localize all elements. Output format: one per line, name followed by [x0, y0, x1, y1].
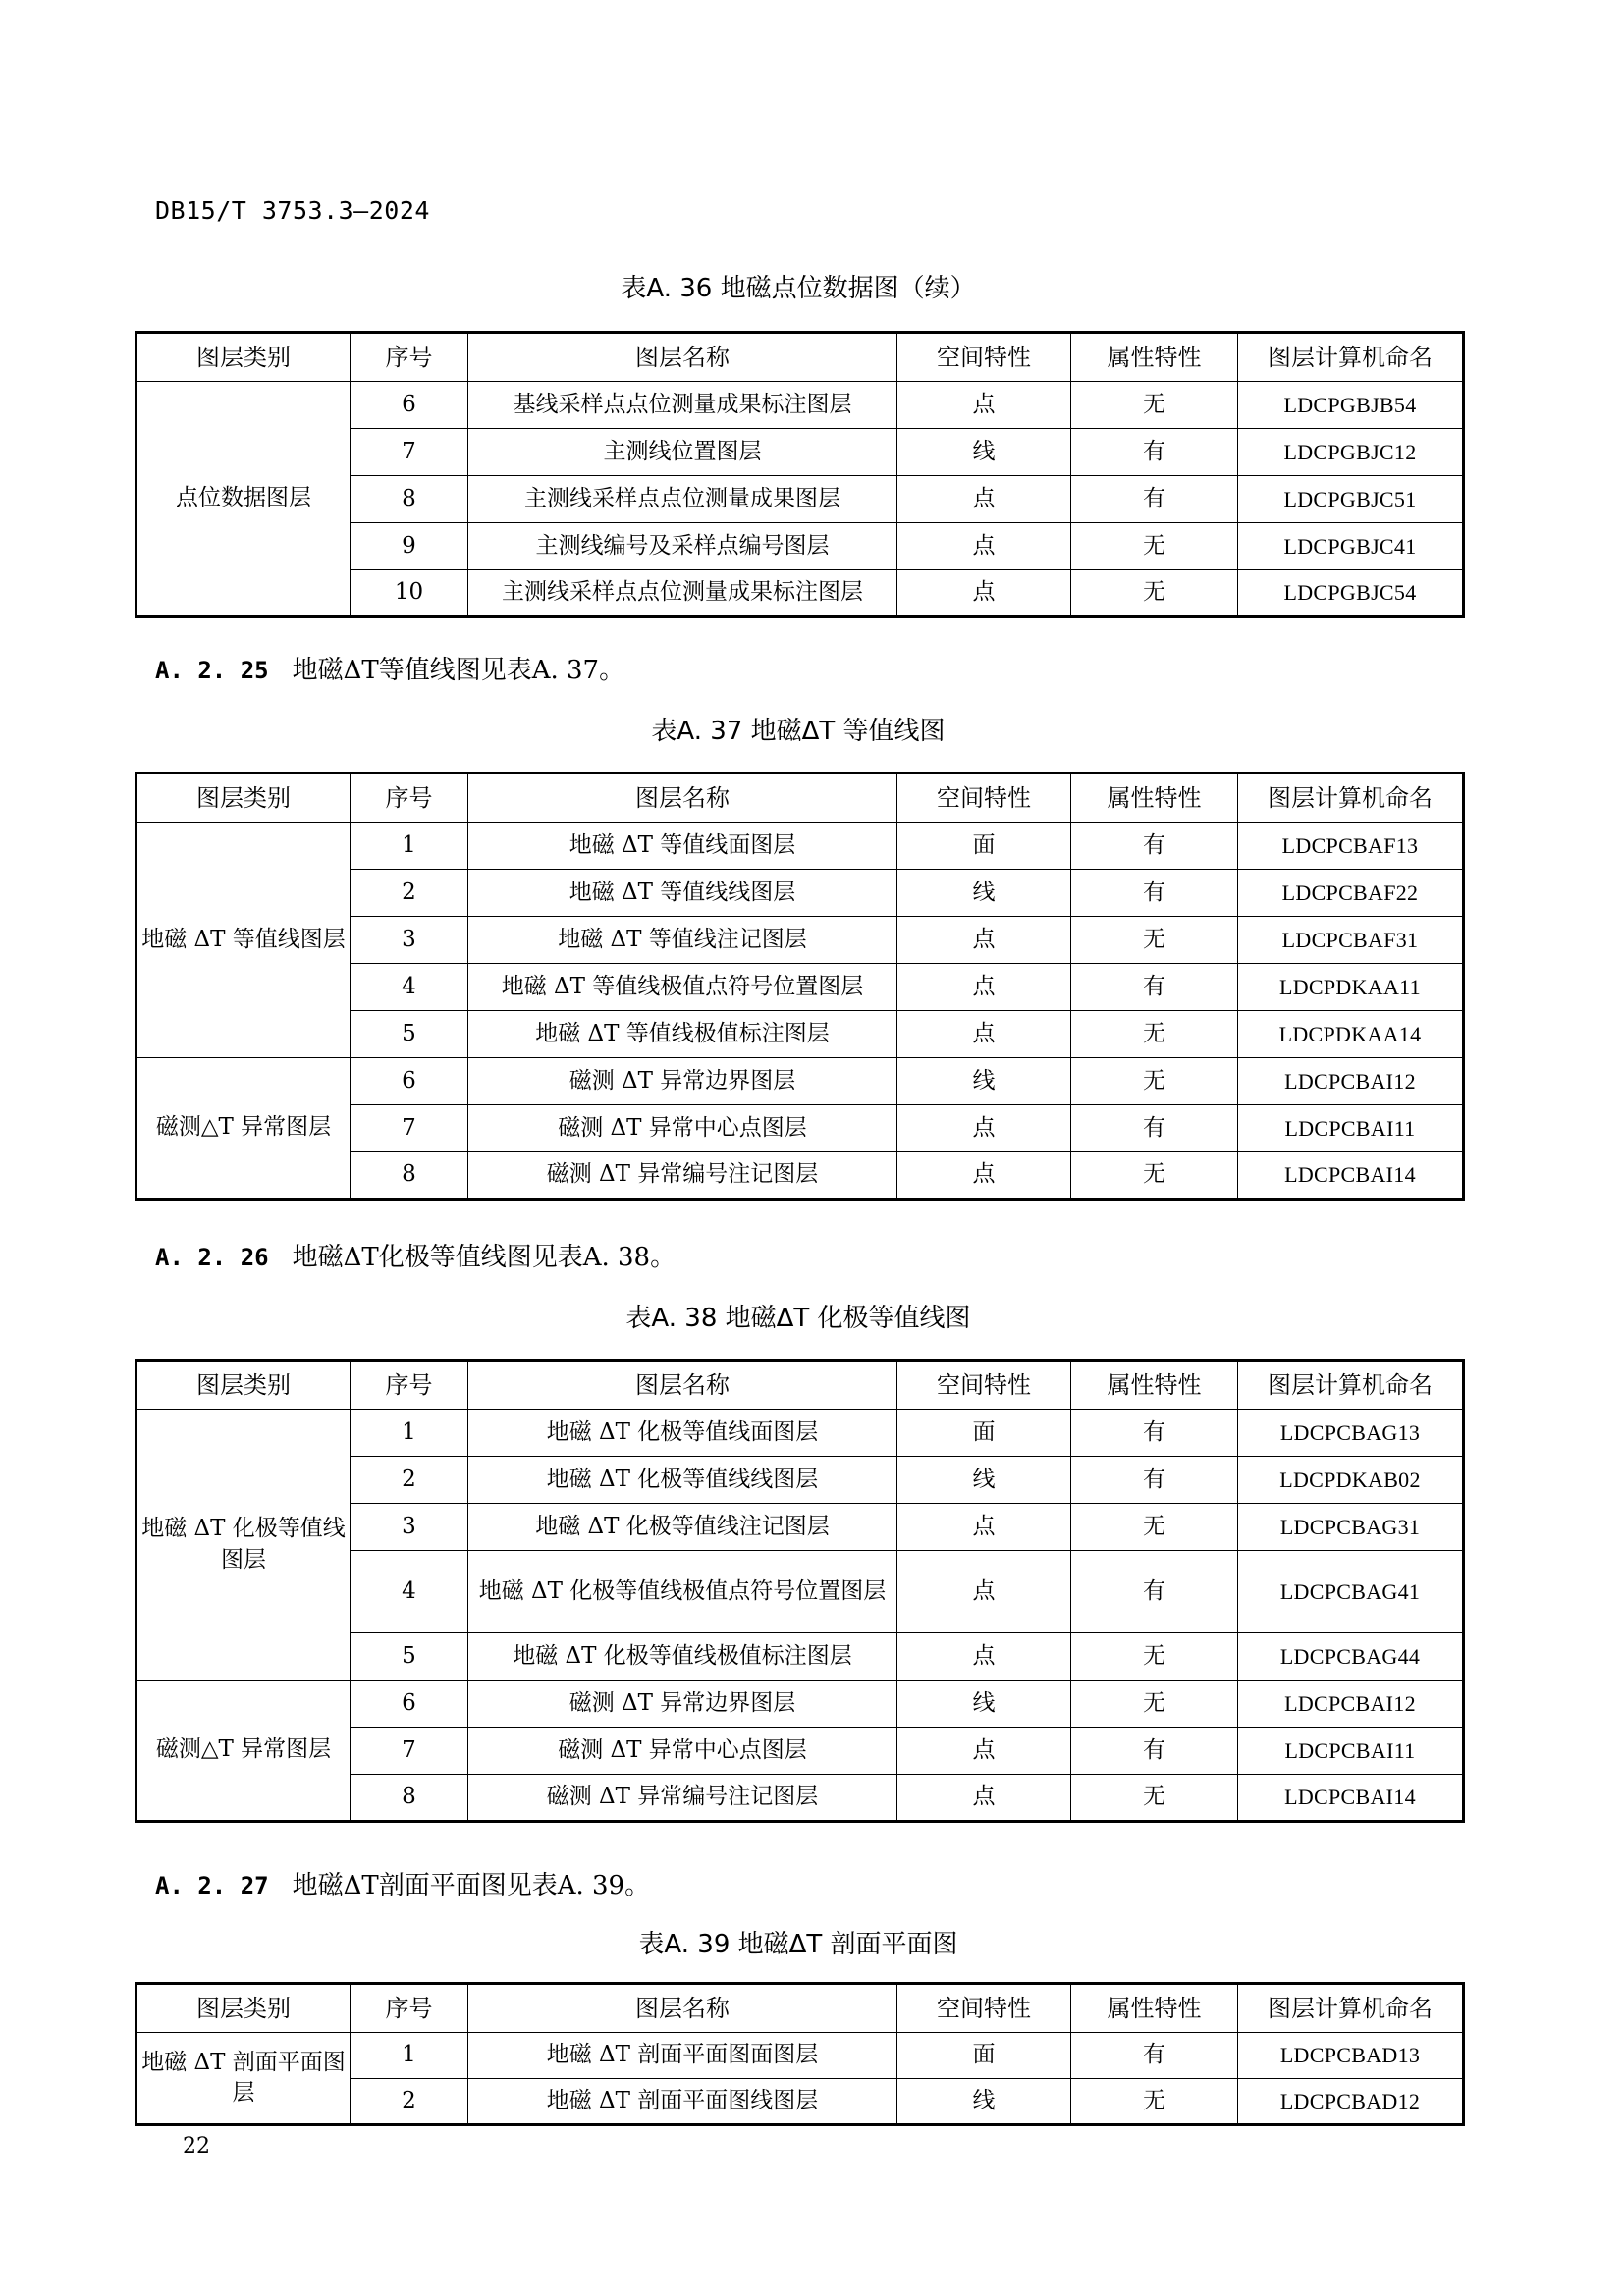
column-header: 序号 — [351, 774, 468, 823]
column-header: 图层计算机命名 — [1238, 1984, 1464, 2033]
spatial-property-cell: 面 — [897, 1410, 1071, 1457]
layer-name-cell: 磁测 ΔT 异常编号注记图层 — [468, 1152, 897, 1200]
table-caption-a38: 表A. 38 地磁ΔT 化极等值线图 — [625, 1304, 971, 1333]
clause-number: A. 2. 27 — [155, 1872, 269, 1899]
spatial-property-cell: 点 — [897, 1105, 1071, 1152]
computer-name-cell: LDCPGBJC12 — [1238, 429, 1464, 476]
attribute-property-cell: 无 — [1071, 523, 1238, 570]
header-row — [136, 774, 1464, 823]
layer-name-cell: 磁测 ΔT 异常边界图层 — [468, 1681, 897, 1728]
seq-cell: 5 — [351, 1011, 468, 1058]
seq-cell: 2 — [351, 870, 468, 917]
column-header: 空间特性 — [897, 1361, 1071, 1410]
seq-cell: 4 — [351, 964, 468, 1011]
table-row — [136, 1410, 1464, 1457]
seq-cell: 2 — [351, 1457, 468, 1504]
seq-cell: 7 — [351, 1105, 468, 1152]
spatial-property-cell: 点 — [897, 1728, 1071, 1775]
attribute-property-cell: 无 — [1071, 1681, 1238, 1728]
seq-cell: 4 — [351, 1551, 468, 1633]
table-row — [136, 2033, 1464, 2079]
layer-name-cell: 地磁 ΔT 剖面平面图面图层 — [468, 2033, 897, 2079]
seq-cell: 8 — [351, 1775, 468, 1822]
table-a38 — [135, 1359, 1465, 1823]
column-header: 空间特性 — [897, 1984, 1071, 2033]
attribute-property-cell: 有 — [1071, 870, 1238, 917]
attribute-property-cell: 无 — [1071, 1152, 1238, 1200]
column-header: 属性特性 — [1071, 1361, 1238, 1410]
computer-name-cell: LDCPCBAI12 — [1238, 1681, 1464, 1728]
seq-cell: 3 — [351, 917, 468, 964]
seq-cell: 6 — [351, 382, 468, 429]
column-header: 属性特性 — [1071, 774, 1238, 823]
computer-name-cell: LDCPCBAF31 — [1238, 917, 1464, 964]
computer-name-cell: LDCPCBAI14 — [1238, 1152, 1464, 1200]
spatial-property-cell: 点 — [897, 1152, 1071, 1200]
seq-cell: 8 — [351, 476, 468, 523]
spatial-property-cell: 点 — [897, 1551, 1071, 1633]
spatial-property-cell: 点 — [897, 917, 1071, 964]
column-header: 图层类别 — [136, 774, 351, 823]
clause-a-2-25 — [155, 650, 624, 686]
attribute-property-cell: 有 — [1071, 1410, 1238, 1457]
layer-name-cell: 地磁 ΔT 化极等值线极值标注图层 — [468, 1633, 897, 1681]
computer-name-cell: LDCPDKAA11 — [1238, 964, 1464, 1011]
attribute-property-cell: 无 — [1071, 1011, 1238, 1058]
spatial-property-cell: 线 — [897, 2079, 1071, 2125]
computer-name-cell: LDCPDKAB02 — [1238, 1457, 1464, 1504]
seq-cell: 7 — [351, 1728, 468, 1775]
column-header: 图层计算机命名 — [1238, 1361, 1464, 1410]
spatial-property-cell: 面 — [897, 823, 1071, 870]
column-header: 图层类别 — [136, 1984, 351, 2033]
column-header: 属性特性 — [1071, 1984, 1238, 2033]
attribute-property-cell: 无 — [1071, 382, 1238, 429]
clause-number: A. 2. 25 — [155, 657, 269, 684]
layer-name-cell: 主测线采样点点位测量成果标注图层 — [468, 570, 897, 617]
computer-name-cell: LDCPCBAG13 — [1238, 1410, 1464, 1457]
header-row — [136, 1984, 1464, 2033]
spatial-property-cell: 点 — [897, 523, 1071, 570]
attribute-property-cell: 无 — [1071, 1633, 1238, 1681]
column-header: 图层名称 — [468, 774, 897, 823]
layer-name-cell: 地磁 ΔT 化极等值线面图层 — [468, 1410, 897, 1457]
computer-name-cell: LDCPCBAI11 — [1238, 1728, 1464, 1775]
table-row — [136, 823, 1464, 870]
column-header: 属性特性 — [1071, 333, 1238, 382]
column-header: 空间特性 — [897, 333, 1071, 382]
attribute-property-cell: 有 — [1071, 1105, 1238, 1152]
spatial-property-cell: 点 — [897, 570, 1071, 617]
spatial-property-cell: 点 — [897, 1011, 1071, 1058]
layer-name-cell: 主测线采样点点位测量成果图层 — [468, 476, 897, 523]
layer-name-cell: 地磁 ΔT 等值线线图层 — [468, 870, 897, 917]
clause-a-2-27 — [155, 1865, 650, 1901]
seq-cell: 2 — [351, 2079, 468, 2125]
seq-cell: 6 — [351, 1058, 468, 1105]
layer-category: 地磁 ΔT 剖面平面图层 — [136, 2033, 351, 2125]
column-header: 图层类别 — [136, 333, 351, 382]
column-header: 图层名称 — [468, 1984, 897, 2033]
spatial-property-cell: 线 — [897, 1681, 1071, 1728]
spatial-property-cell: 点 — [897, 476, 1071, 523]
attribute-property-cell: 有 — [1071, 1457, 1238, 1504]
layer-name-cell: 地磁 ΔT 等值线面图层 — [468, 823, 897, 870]
column-header: 图层名称 — [468, 1361, 897, 1410]
computer-name-cell: LDCPCBAI14 — [1238, 1775, 1464, 1822]
attribute-property-cell: 有 — [1071, 2033, 1238, 2079]
attribute-property-cell: 有 — [1071, 429, 1238, 476]
layer-category: 地磁 ΔT 等值线图层 — [136, 823, 351, 1058]
layer-name-cell: 地磁 ΔT 化极等值线极值点符号位置图层 — [468, 1551, 897, 1633]
seq-cell: 10 — [351, 570, 468, 617]
seq-cell: 5 — [351, 1633, 468, 1681]
column-header: 图层类别 — [136, 1361, 351, 1410]
column-header: 序号 — [351, 333, 468, 382]
layer-name-cell: 磁测 ΔT 异常中心点图层 — [468, 1105, 897, 1152]
spatial-property-cell: 线 — [897, 1457, 1071, 1504]
computer-name-cell: LDCPCBAG31 — [1238, 1504, 1464, 1551]
seq-cell: 1 — [351, 2033, 468, 2079]
table-row — [136, 1058, 1464, 1105]
computer-name-cell: LDCPCBAG41 — [1238, 1551, 1464, 1633]
table-caption-a36: 表A. 36 地磁点位数据图（续） — [621, 274, 976, 303]
table-row — [136, 382, 1464, 429]
computer-name-cell: LDCPCBAF22 — [1238, 870, 1464, 917]
computer-name-cell: LDCPCBAD12 — [1238, 2079, 1464, 2125]
column-header: 图层计算机命名 — [1238, 333, 1464, 382]
header-row — [136, 333, 1464, 382]
seq-cell: 1 — [351, 823, 468, 870]
page-number: 22 — [183, 2134, 210, 2159]
layer-name-cell: 地磁 ΔT 等值线极值标注图层 — [468, 1011, 897, 1058]
computer-name-cell: LDCPGBJC51 — [1238, 476, 1464, 523]
clause-number: A. 2. 26 — [155, 1244, 269, 1271]
attribute-property-cell: 有 — [1071, 1728, 1238, 1775]
attribute-property-cell: 无 — [1071, 2079, 1238, 2125]
layer-name-cell: 磁测 ΔT 异常编号注记图层 — [468, 1775, 897, 1822]
spatial-property-cell: 点 — [897, 382, 1071, 429]
attribute-property-cell: 有 — [1071, 964, 1238, 1011]
seq-cell: 3 — [351, 1504, 468, 1551]
layer-category: 点位数据图层 — [136, 382, 351, 617]
layer-name-cell: 地磁 ΔT 等值线注记图层 — [468, 917, 897, 964]
spatial-property-cell: 线 — [897, 1058, 1071, 1105]
table-a37 — [135, 772, 1465, 1201]
seq-cell: 6 — [351, 1681, 468, 1728]
spatial-property-cell: 点 — [897, 1504, 1071, 1551]
attribute-property-cell: 无 — [1071, 1775, 1238, 1822]
computer-name-cell: LDCPCBAI12 — [1238, 1058, 1464, 1105]
attribute-property-cell: 无 — [1071, 570, 1238, 617]
spatial-property-cell: 面 — [897, 2033, 1071, 2079]
layer-category: 地磁 ΔT 化极等值线图层 — [136, 1410, 351, 1681]
attribute-property-cell: 无 — [1071, 917, 1238, 964]
computer-name-cell: LDCPCBAI11 — [1238, 1105, 1464, 1152]
column-header: 图层计算机命名 — [1238, 774, 1464, 823]
computer-name-cell: LDCPGBJC54 — [1238, 570, 1464, 617]
standard-code: DB15/T 3753.3—2024 — [155, 196, 430, 225]
table-a36 — [135, 331, 1465, 618]
computer-name-cell: LDCPGBJC41 — [1238, 523, 1464, 570]
clause-text: 地磁ΔT化极等值线图见表A. 38。 — [292, 1243, 677, 1272]
table-caption-a39: 表A. 39 地磁ΔT 剖面平面图 — [638, 1930, 958, 1959]
layer-category: 磁测△T 异常图层 — [136, 1681, 351, 1822]
computer-name-cell: LDCPCBAF13 — [1238, 823, 1464, 870]
computer-name-cell: LDCPDKAA14 — [1238, 1011, 1464, 1058]
spatial-property-cell: 线 — [897, 870, 1071, 917]
layer-category: 磁测△T 异常图层 — [136, 1058, 351, 1200]
column-header: 序号 — [351, 1361, 468, 1410]
attribute-property-cell: 无 — [1071, 1504, 1238, 1551]
layer-name-cell: 主测线编号及采样点编号图层 — [468, 523, 897, 570]
layer-name-cell: 磁测 ΔT 异常中心点图层 — [468, 1728, 897, 1775]
attribute-property-cell: 有 — [1071, 823, 1238, 870]
table-a39 — [135, 1982, 1465, 2126]
table-caption-a37: 表A. 37 地磁ΔT 等值线图 — [651, 717, 946, 746]
seq-cell: 8 — [351, 1152, 468, 1200]
header-row — [136, 1361, 1464, 1410]
layer-name-cell: 地磁 ΔT 等值线极值点符号位置图层 — [468, 964, 897, 1011]
column-header: 序号 — [351, 1984, 468, 2033]
seq-cell: 1 — [351, 1410, 468, 1457]
computer-name-cell: LDCPCBAD13 — [1238, 2033, 1464, 2079]
layer-name-cell: 基线采样点点位测量成果标注图层 — [468, 382, 897, 429]
spatial-property-cell: 点 — [897, 1775, 1071, 1822]
column-header: 图层名称 — [468, 333, 897, 382]
computer-name-cell: LDCPCBAG44 — [1238, 1633, 1464, 1681]
computer-name-cell: LDCPGBJB54 — [1238, 382, 1464, 429]
clause-text: 地磁ΔT剖面平面图见表A. 39。 — [292, 1871, 651, 1900]
seq-cell: 9 — [351, 523, 468, 570]
layer-name-cell: 磁测 ΔT 异常边界图层 — [468, 1058, 897, 1105]
seq-cell: 7 — [351, 429, 468, 476]
clause-a-2-26 — [155, 1237, 676, 1273]
spatial-property-cell: 线 — [897, 429, 1071, 476]
table-row — [136, 1681, 1464, 1728]
attribute-property-cell: 无 — [1071, 1058, 1238, 1105]
spatial-property-cell: 点 — [897, 964, 1071, 1011]
layer-name-cell: 主测线位置图层 — [468, 429, 897, 476]
spatial-property-cell: 点 — [897, 1633, 1071, 1681]
layer-name-cell: 地磁 ΔT 化极等值线线图层 — [468, 1457, 897, 1504]
layer-name-cell: 地磁 ΔT 化极等值线注记图层 — [468, 1504, 897, 1551]
layer-name-cell: 地磁 ΔT 剖面平面图线图层 — [468, 2079, 897, 2125]
attribute-property-cell: 有 — [1071, 1551, 1238, 1633]
column-header: 空间特性 — [897, 774, 1071, 823]
clause-text: 地磁ΔT等值线图见表A. 37。 — [292, 656, 625, 685]
attribute-property-cell: 有 — [1071, 476, 1238, 523]
